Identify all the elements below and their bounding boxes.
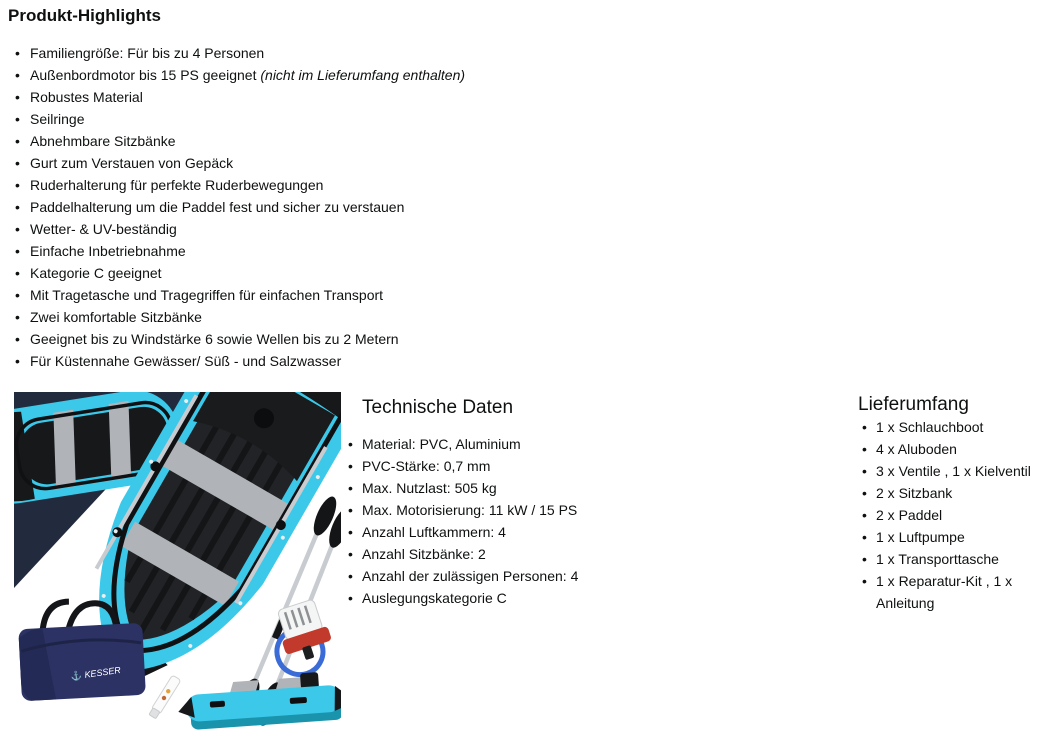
delivery-list	[852, 416, 1052, 614]
delivery-item: • 1 x Reparatur-Kit , 1 x Anleitung	[862, 570, 1052, 614]
technical-item: • Anzahl Sitzbänke: 2	[348, 543, 646, 565]
highlight-item	[14, 218, 754, 240]
highlight-item	[14, 306, 754, 328]
highlight-text: Für Küstennahe Gewässer/ Süß - und Salzwasser	[30, 353, 342, 369]
boat-product-photo	[14, 392, 341, 730]
technical-item: • Material: PVC, Aluminium	[348, 433, 646, 455]
technical-data-section	[346, 392, 646, 609]
highlight-text: Seilringe	[30, 111, 85, 127]
highlight-item	[14, 284, 754, 306]
bag-logo-anchor-icon: ⚓	[69, 670, 83, 682]
technical-list	[346, 433, 646, 609]
highlight-text: Robustes Material	[30, 89, 143, 105]
technical-item: • Auslegungskategorie C	[348, 587, 646, 609]
technical-item: • PVC-Stärke: 0,7 mm	[348, 455, 646, 477]
highlight-text: Zwei komfortable Sitzbänke	[30, 309, 202, 325]
product-image	[14, 392, 341, 730]
highlight-item	[14, 174, 754, 196]
delivery-item: • 1 x Luftpumpe	[862, 526, 1052, 548]
bag-logo-text: KESSER	[83, 664, 122, 680]
highlight-item	[14, 262, 754, 284]
delivery-item: • 2 x Paddel	[862, 504, 1052, 526]
highlights-title: Produkt-Highlights	[8, 6, 161, 25]
highlight-text: Kategorie C geeignet	[30, 265, 162, 281]
technical-item: • Max. Motorisierung: 11 kW / 15 PS	[348, 499, 646, 521]
delivery-item: • 1 x Schlauchboot	[862, 416, 1052, 438]
highlight-item	[14, 152, 754, 174]
highlight-text: Gurt zum Verstauen von Gepäck	[30, 155, 234, 171]
highlight-text: Mit Tragetasche und Tragegriffen für einfachen Transport	[30, 287, 384, 303]
delivery-item: • 4 x Aluboden	[862, 438, 1052, 460]
delivery-item: • 2 x Sitzbank	[862, 482, 1052, 504]
highlight-item	[14, 350, 754, 372]
technical-item: • Anzahl Luftkammern: 4	[348, 521, 646, 543]
highlight-note: (nicht im Lieferumfang enthalten)	[260, 67, 466, 83]
highlights-list	[14, 42, 754, 372]
delivery-item: • 1 x Transporttasche	[862, 548, 1052, 570]
highlight-item	[14, 108, 754, 130]
highlight-text: Wetter- & UV-beständig	[30, 221, 177, 237]
highlight-item	[14, 130, 754, 152]
highlight-item	[14, 86, 754, 108]
technical-item: • Anzahl der zulässigen Personen: 4	[348, 565, 646, 587]
highlight-text: Paddelhalterung um die Paddel fest und sicher zu verstauen	[30, 199, 405, 215]
highlight-text: Abnehmbare Sitzbänke	[30, 133, 176, 149]
highlight-item	[14, 64, 754, 86]
highlight-text: Außenbordmotor bis 15 PS geeignet	[30, 67, 261, 83]
delivery-item: • 3 x Ventile , 1 x Kielventil	[862, 460, 1052, 482]
technical-item: • Max. Nutzlast: 505 kg	[348, 477, 646, 499]
technical-title: Technische Daten	[362, 397, 514, 418]
highlight-item	[14, 196, 754, 218]
highlight-item	[14, 328, 754, 350]
delivery-contents-section	[852, 392, 1052, 614]
highlight-text: Geeignet bis zu Windstärke 6 sowie Wellen bis zu 2 Metern	[30, 331, 399, 347]
highlight-text: Einfache Inbetriebnahme	[30, 243, 186, 259]
delivery-title: Lieferumfang	[858, 394, 969, 415]
highlight-item	[14, 42, 754, 64]
highlight-text: Familiengröße: Für bis zu 4 Personen	[30, 45, 265, 61]
highlight-text: Ruderhalterung für perfekte Ruderbewegungen	[30, 177, 324, 193]
highlight-item	[14, 240, 754, 262]
